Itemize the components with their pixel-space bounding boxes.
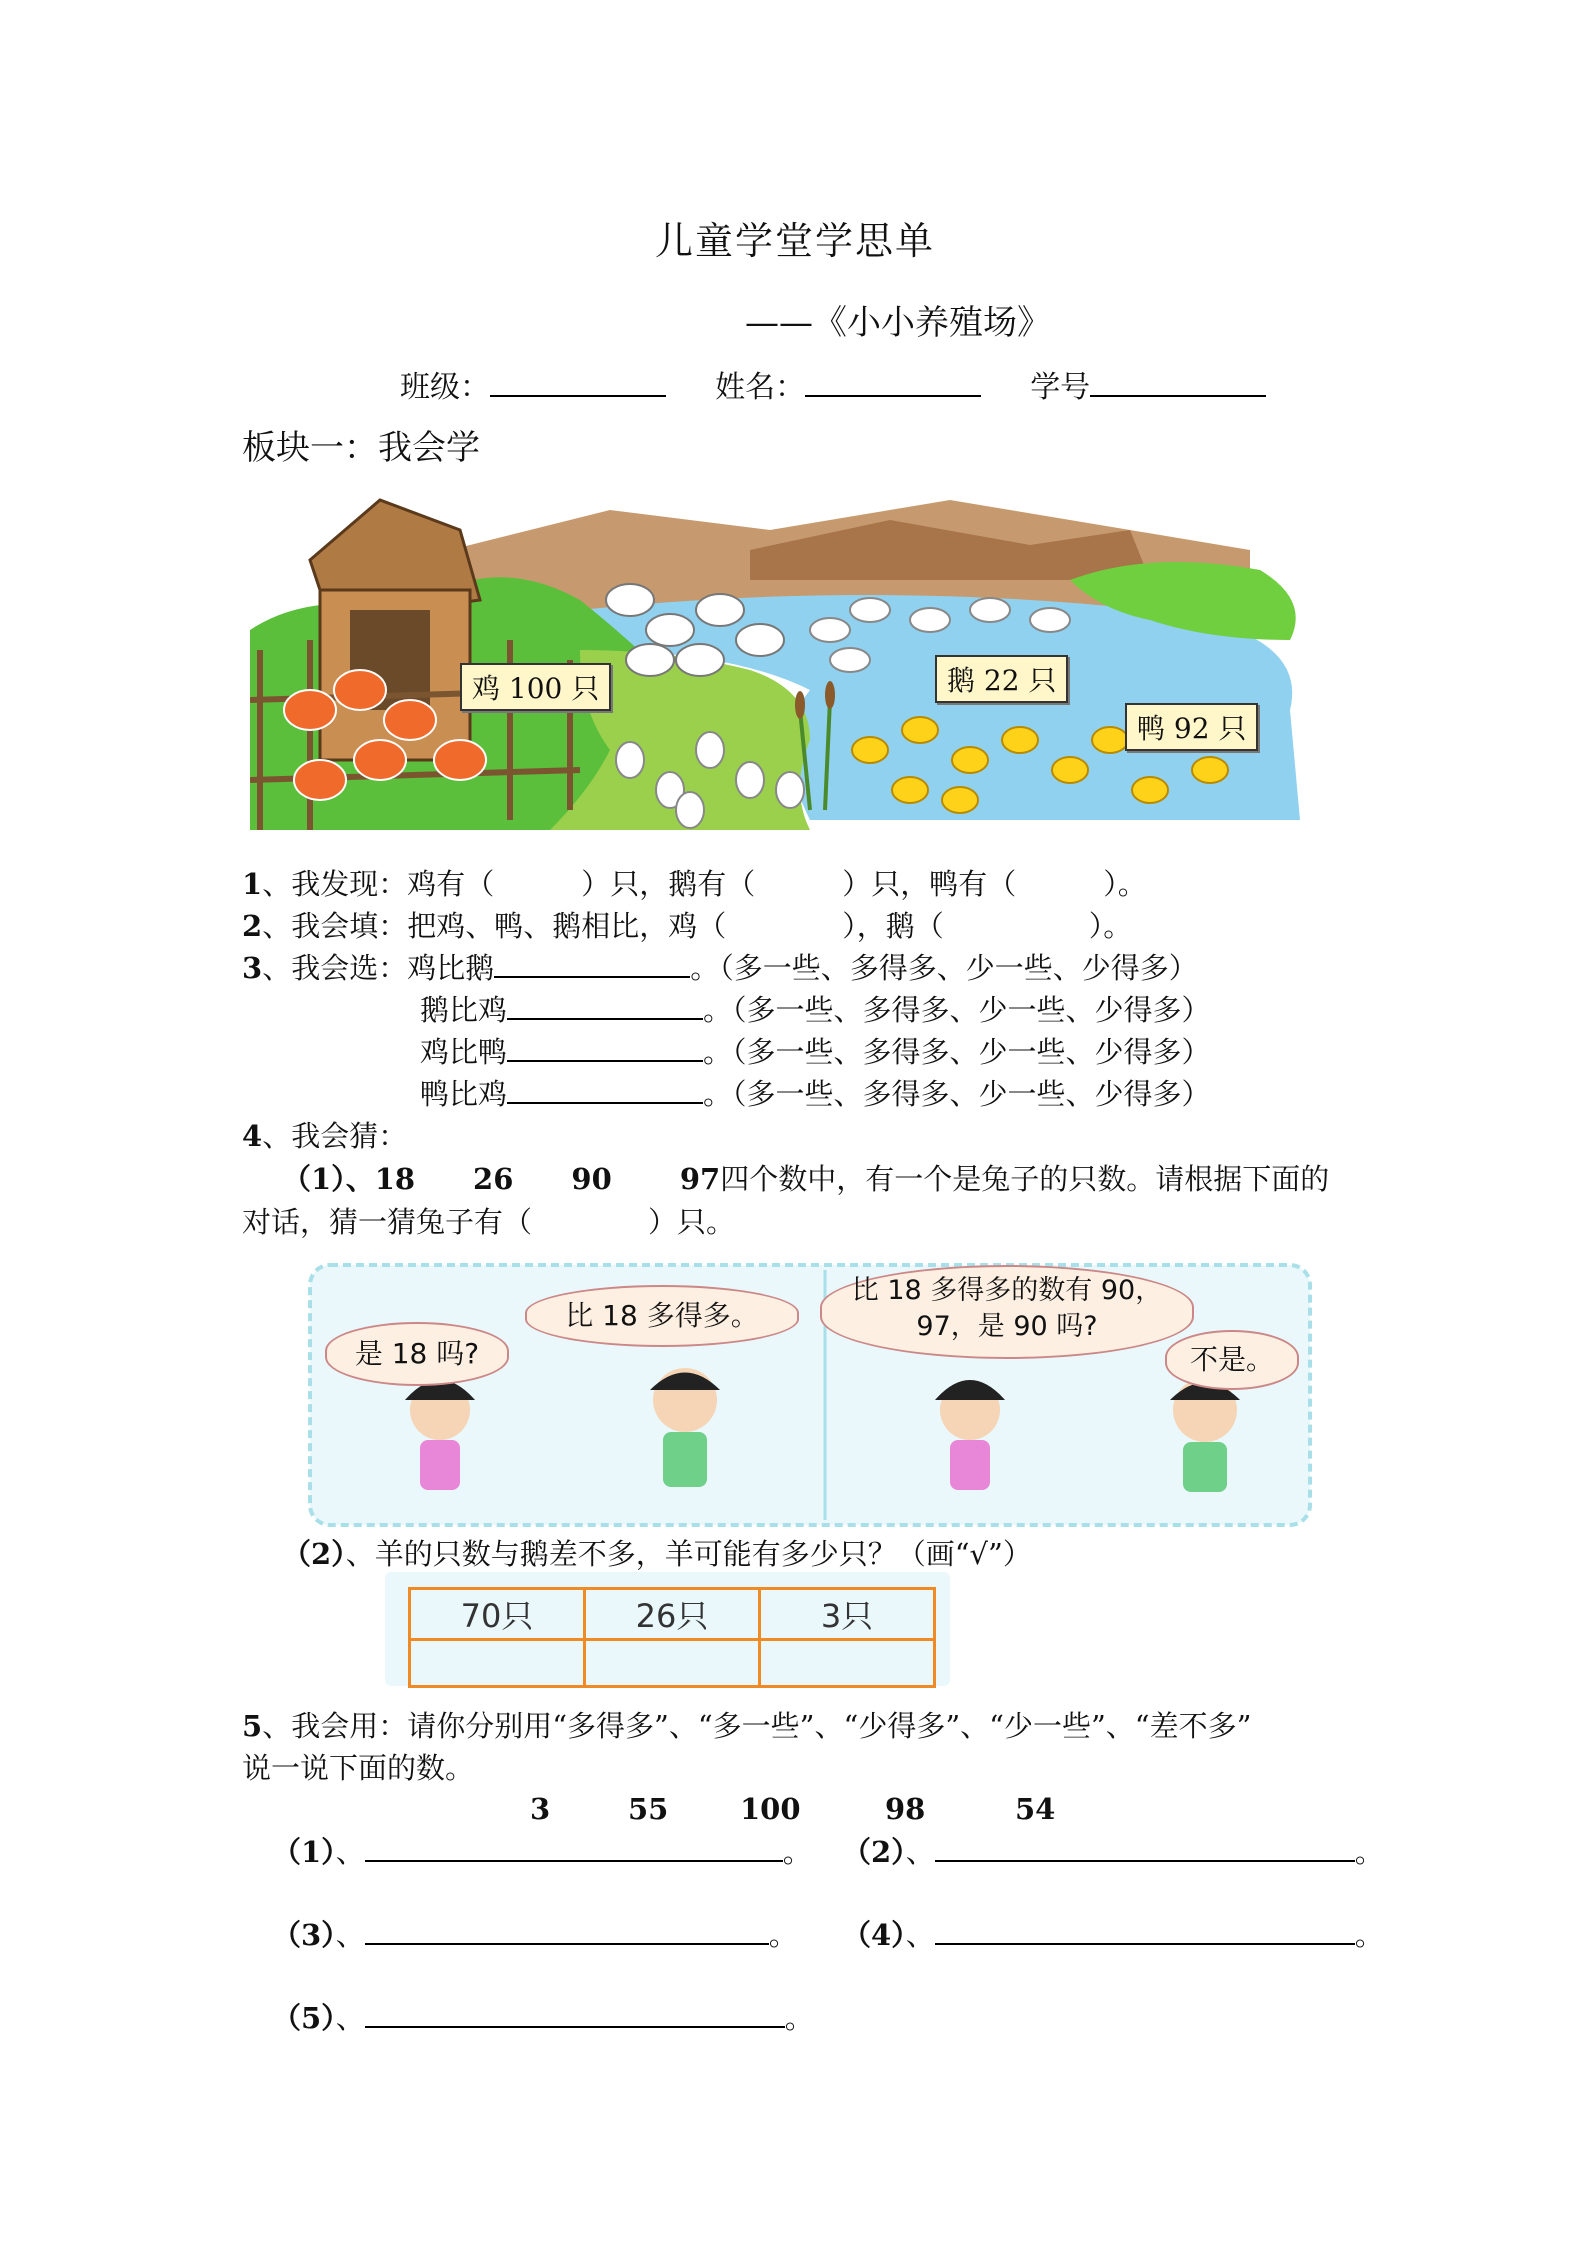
question-1: 1、我发现：鸡有（ ）只，鹅有（ ）只，鸭有（ ）。 <box>242 867 1147 901</box>
question-4: 4、我会猜： <box>242 1119 408 1153</box>
number-98: 98 <box>885 1792 926 1826</box>
info-row <box>400 362 1266 406</box>
answer-field-3[interactable] <box>365 1943 769 1945</box>
check-cell-26[interactable] <box>585 1640 760 1687</box>
answer-line-5: （5）、 。 <box>272 2001 814 2035</box>
answer-field-5[interactable] <box>365 2026 785 2028</box>
answer-line-2: （2）、 。 <box>842 1835 1384 1869</box>
speech-bubble-boy-2: 不是。 <box>1165 1330 1299 1390</box>
answer-line-3: （3）、 。 <box>272 1918 798 1952</box>
answer-blank[interactable] <box>494 976 690 978</box>
speech-bubble-boy-1: 比 18 多得多。 <box>525 1285 799 1347</box>
answer-blank[interactable] <box>507 1018 703 1020</box>
answer-blank[interactable] <box>507 1060 703 1062</box>
question-3-row-3: 鸡比鸭 。（多一些、多得多、少一些、少得多） <box>420 1035 1211 1069</box>
answer-field-4[interactable] <box>935 1943 1355 1945</box>
check-cell-70[interactable] <box>410 1640 585 1687</box>
speech-bubble-girl-2: 比 18 多得多的数有 90，97，是 90 吗? <box>820 1265 1194 1359</box>
id-label: 学号 <box>1030 370 1091 405</box>
page-subtitle: ——《小小养殖场》 <box>745 303 1051 343</box>
sheep-option-table <box>408 1587 936 1688</box>
class-field[interactable] <box>490 395 666 397</box>
speech-bubble-girl-1: 是 18 吗? <box>325 1322 509 1386</box>
goose-count-sign: 鹅 22 只 <box>935 655 1068 703</box>
class-label: 班级： <box>400 370 490 405</box>
chicken-count-sign: 鸡 100 只 <box>460 663 611 711</box>
section-heading: 板块一：我会学 <box>242 428 480 468</box>
answer-line-4: （4）、 。 <box>842 1918 1384 1952</box>
question-4-part-1-line-2: 对话，猜一猜兔子有（ ）只。 <box>242 1205 736 1239</box>
answer-field-2[interactable] <box>935 1860 1355 1862</box>
answer-field-1[interactable] <box>365 1860 783 1862</box>
option-26: 26只 <box>585 1589 760 1640</box>
number-54: 54 <box>1015 1792 1056 1826</box>
name-label: 姓名： <box>715 370 806 405</box>
duck-count-sign: 鸭 92 只 <box>1125 703 1258 751</box>
question-4-part-1: （1）、18 26 90 97四个数中，有一个是兔子的只数。请根据下面的 <box>282 1162 1330 1196</box>
question-3-row-2: 鹅比鸡 。（多一些、多得多、少一些、少得多） <box>420 993 1211 1027</box>
number-3: 3 <box>530 1792 551 1826</box>
option-3: 3只 <box>760 1589 935 1640</box>
answer-line-1: （1）、 。 <box>272 1835 812 1869</box>
answer-blank[interactable] <box>507 1102 703 1104</box>
question-4-part-2: （2）、羊的只数与鹅差不多，羊可能有多少只？（画“√”） <box>282 1537 1032 1571</box>
name-field[interactable] <box>805 395 981 397</box>
question-2: 2、我会填：把鸡、鸭、鹅相比，鸡（ ），鹅（ ）。 <box>242 909 1133 943</box>
question-5: 5、我会用：请你分别用“多得多”、“多一些”、“少得多”、“少一些”、“差不多” <box>242 1709 1252 1743</box>
question-3-row-4: 鸭比鸡 。（多一些、多得多、少一些、少得多） <box>420 1077 1211 1111</box>
question-3-row-1: 3、我会选：鸡比鹅 。（多一些、多得多、少一些、少得多） <box>242 951 1198 985</box>
check-cell-3[interactable] <box>760 1640 935 1687</box>
question-5-line-2: 说一说下面的数。 <box>242 1751 475 1785</box>
page-title: 儿童学堂学思单 <box>655 219 936 263</box>
number-55: 55 <box>628 1792 669 1826</box>
option-70: 70只 <box>410 1589 585 1640</box>
farm-illustration <box>250 490 1310 850</box>
id-field[interactable] <box>1090 395 1266 397</box>
number-100: 100 <box>740 1792 801 1826</box>
